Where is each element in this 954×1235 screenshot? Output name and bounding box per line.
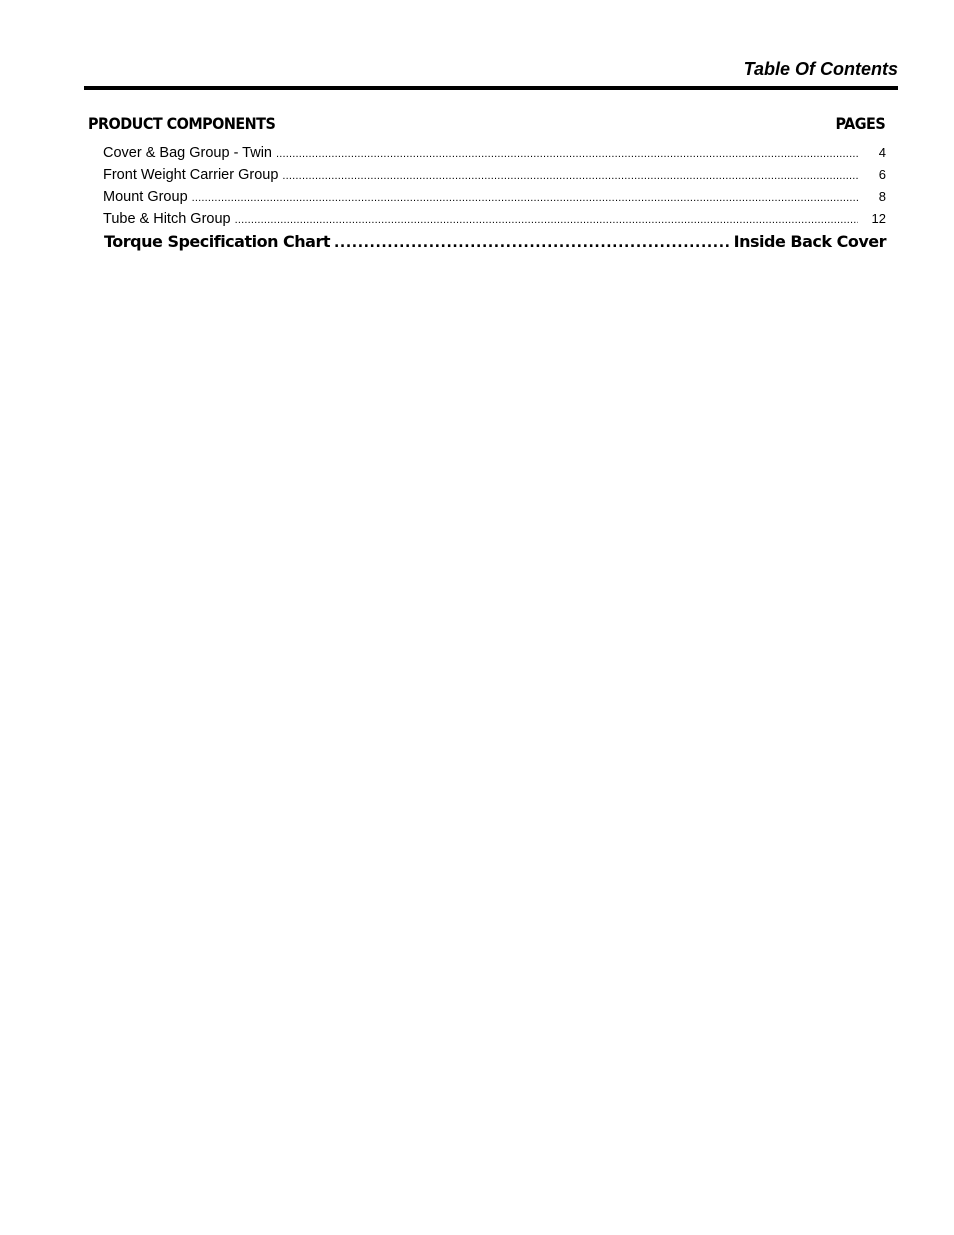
toc-item-label: Tube & Hitch Group bbox=[103, 211, 231, 227]
toc-item-front-weight-carrier-group[interactable] bbox=[103, 164, 886, 186]
toc-item-page: 8 bbox=[878, 189, 886, 204]
page-header bbox=[84, 56, 898, 90]
section-heading: PRODUCT COMPONENTS bbox=[88, 114, 276, 133]
dot-leader bbox=[334, 235, 730, 251]
dot-leader bbox=[235, 209, 858, 231]
toc-item-label: Front Weight Carrier Group bbox=[103, 167, 279, 183]
page-title: Table Of Contents bbox=[743, 59, 898, 79]
dot-leader bbox=[276, 143, 858, 165]
pages-heading: PAGES bbox=[835, 114, 886, 133]
toc-item-page: 6 bbox=[878, 167, 886, 182]
torque-label: Torque Specification Chart bbox=[104, 232, 331, 251]
toc-heading-row bbox=[88, 114, 885, 138]
toc-item-label: Cover & Bag Group - Twin bbox=[103, 145, 272, 161]
toc-item-mount-group[interactable] bbox=[103, 186, 886, 208]
torque-page: Inside Back Cover bbox=[733, 232, 886, 251]
dot-leader bbox=[192, 187, 858, 209]
toc-item-label: Mount Group bbox=[103, 189, 188, 205]
toc-item-tube-hitch-group[interactable] bbox=[103, 208, 886, 230]
toc-item-cover-bag-group[interactable] bbox=[103, 142, 886, 164]
toc-item-page: 12 bbox=[871, 211, 886, 226]
dot-leader bbox=[282, 165, 858, 187]
toc-item-page: 4 bbox=[878, 145, 886, 160]
toc-list bbox=[88, 142, 886, 230]
toc-item-torque-specification-chart[interactable] bbox=[104, 232, 886, 256]
table-of-contents bbox=[88, 114, 886, 256]
